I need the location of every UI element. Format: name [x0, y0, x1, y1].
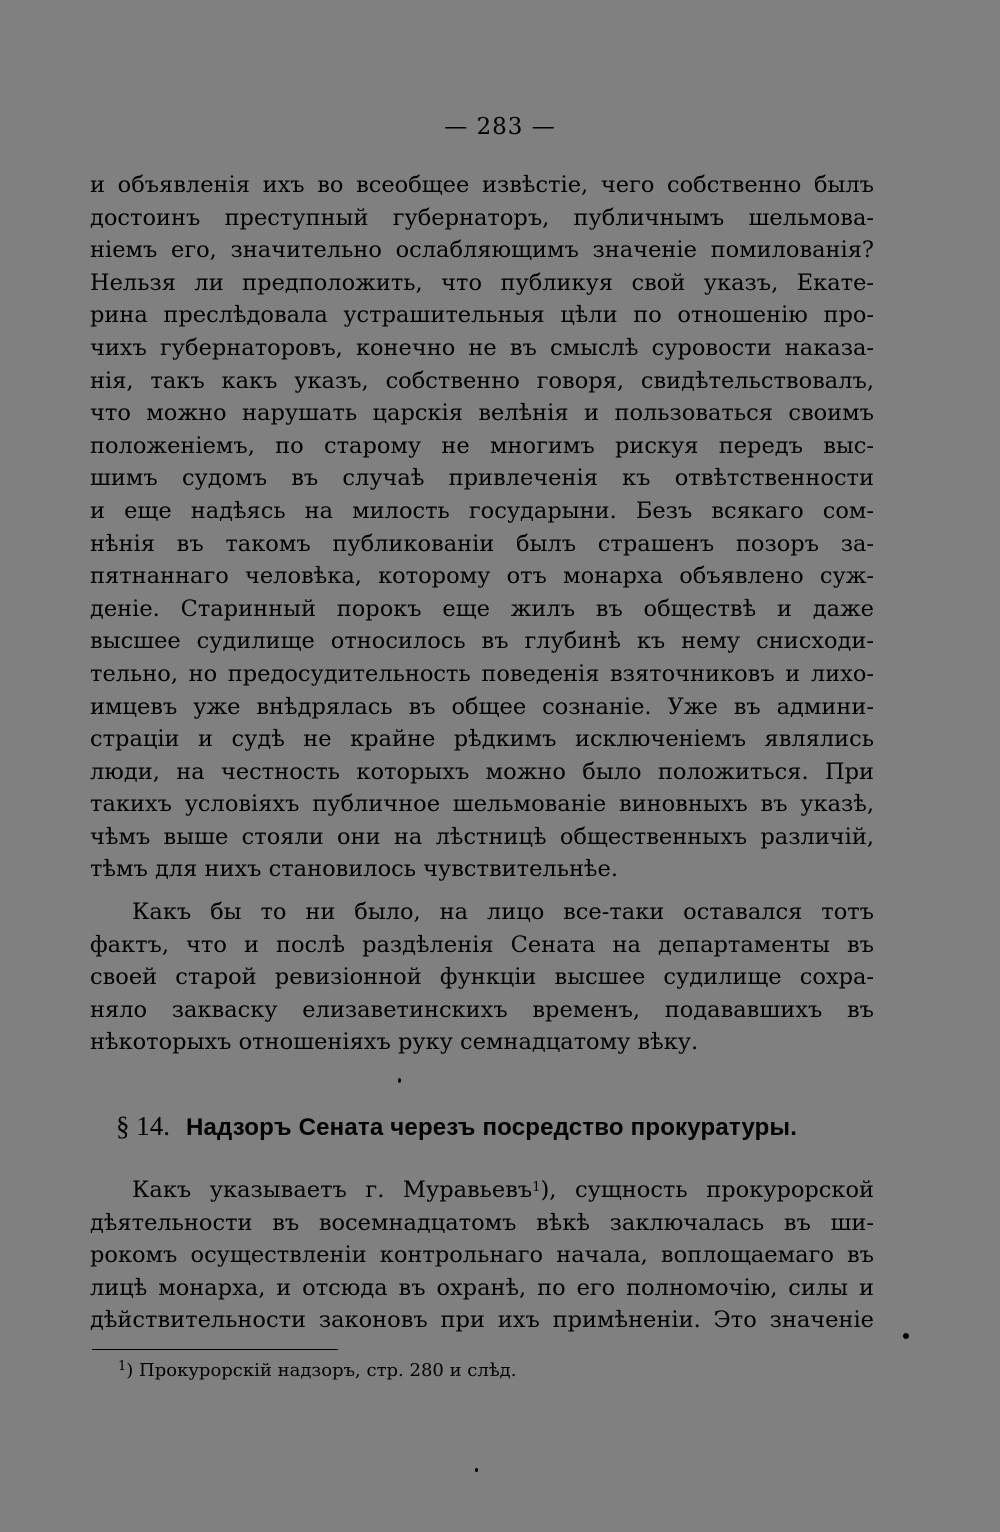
text-line: ніемъ его, значительно ослабляющимъ значеніе помилованія? [90, 237, 874, 264]
text-line: дѣятельности въ восемнадцатомъ вѣкѣ заключалась въ ши- [90, 1209, 874, 1236]
text-line: шимъ судомъ въ случаѣ привлеченія къ отвѣтственности [90, 465, 874, 492]
scan-speck [903, 1333, 909, 1339]
text-line: пятнаннаго человѣка, которому отъ монарха объявлено суж- [90, 563, 874, 590]
text-line: положеніемъ, по старому не многимъ рискуя передъ выс- [90, 432, 874, 459]
paragraph-2 [90, 896, 874, 1059]
footnote-separator [92, 1349, 338, 1350]
section-title: Надзоръ Сената черезъ посредство прокуратуры. [185, 1114, 798, 1141]
text-line: нѣнія въ такомъ публикованіи былъ страшенъ позоръ за- [90, 530, 874, 557]
text-line: Нельзя ли предположить, что публикуя свой указъ, Екате- [90, 269, 874, 296]
text-line: рокомъ осуществленіи контрольнаго начала, воплощаемаго въ [90, 1242, 874, 1269]
text-line: страціи и судѣ не крайне рѣдкимъ исключеніемъ являлись [90, 726, 874, 753]
text-line: высшее судилище относилось въ глубинѣ къ нему снисходи- [90, 628, 874, 655]
section-number: § 14. [116, 1111, 170, 1141]
text-line: чихъ губернаторовъ, конечно не въ смыслѣ суровости наказа- [90, 334, 874, 361]
text-line: рина преслѣдовала устрашительныя цѣли по отношенію про- [90, 302, 874, 329]
text-line: дѣйствительности законовъ при ихъ примѣненіи. Это значеніе [90, 1307, 874, 1334]
section-heading [116, 1106, 876, 1146]
text-line: что можно нарушать царскія велѣнія и пользоваться своимъ [90, 400, 874, 427]
text-line: деніе. Старинный порокъ еще жилъ въ обществѣ и даже [90, 595, 874, 622]
footnote-reference: 1 [532, 1180, 541, 1195]
text-line: и объявленія ихъ во всеобщее извѣстіе, чего собственно былъ [90, 172, 874, 198]
text-line: такихъ условіяхъ публичное шельмованіе виновныхъ въ указѣ, [90, 791, 874, 818]
paragraph-3 [90, 1174, 874, 1337]
text-line: нѣкоторыхъ отношеніяхъ руку семнадцатому вѣку. [90, 1029, 699, 1056]
text-line: тѣмъ для нихъ становилось чувствительнѣе. [90, 856, 618, 883]
text-line: тельно, но предосудительность поведенія взяточниковъ и лихо- [90, 660, 874, 687]
text-line: Какъ бы то ни было, на лицо все-таки оставался тотъ [132, 899, 874, 925]
text-line: няло закваску елизаветинскихъ временъ, подававшихъ въ [90, 996, 874, 1023]
footnote-text: ) Прокурорскій надзоръ, стр. 280 и слѣд. [126, 1360, 517, 1381]
footnote [118, 1358, 516, 1384]
page-number: — 283 — [444, 114, 556, 140]
scan-speck [398, 1078, 401, 1083]
paragraph-1 [90, 169, 874, 886]
text-line: нія, такъ какъ указъ, собственно говоря, свидѣтельствовалъ, [90, 367, 874, 394]
text-line: имцевъ уже внѣдрялась въ общее сознаніе. Уже въ админи- [90, 693, 874, 720]
text-line: лицѣ монарха, и отсюда въ охранѣ, по его полномочію, силы и [90, 1274, 874, 1301]
text-line: достоинъ преступный губернаторъ, публичнымъ шельмова- [90, 204, 874, 231]
text-line: Какъ указываетъ г. Муравьевъ$^1$), сущность прокурорской [132, 1177, 874, 1203]
text-line: чѣмъ выше стояли они на лѣстницѣ общественныхъ различій, [90, 823, 874, 850]
text-line: и еще надѣясь на милость государыни. Безъ всякаго сом- [90, 497, 874, 524]
scan-speck [475, 1468, 478, 1472]
footnote-mark: 1 [118, 1359, 127, 1374]
text-line: фактъ, что и послѣ раздѣленія Сената на департаменты въ [90, 931, 874, 958]
text-line: своей старой ревизіонной функціи высшее судилище сохра- [90, 964, 874, 991]
text-line: люди, на честность которыхъ можно было положиться. При [90, 758, 874, 785]
